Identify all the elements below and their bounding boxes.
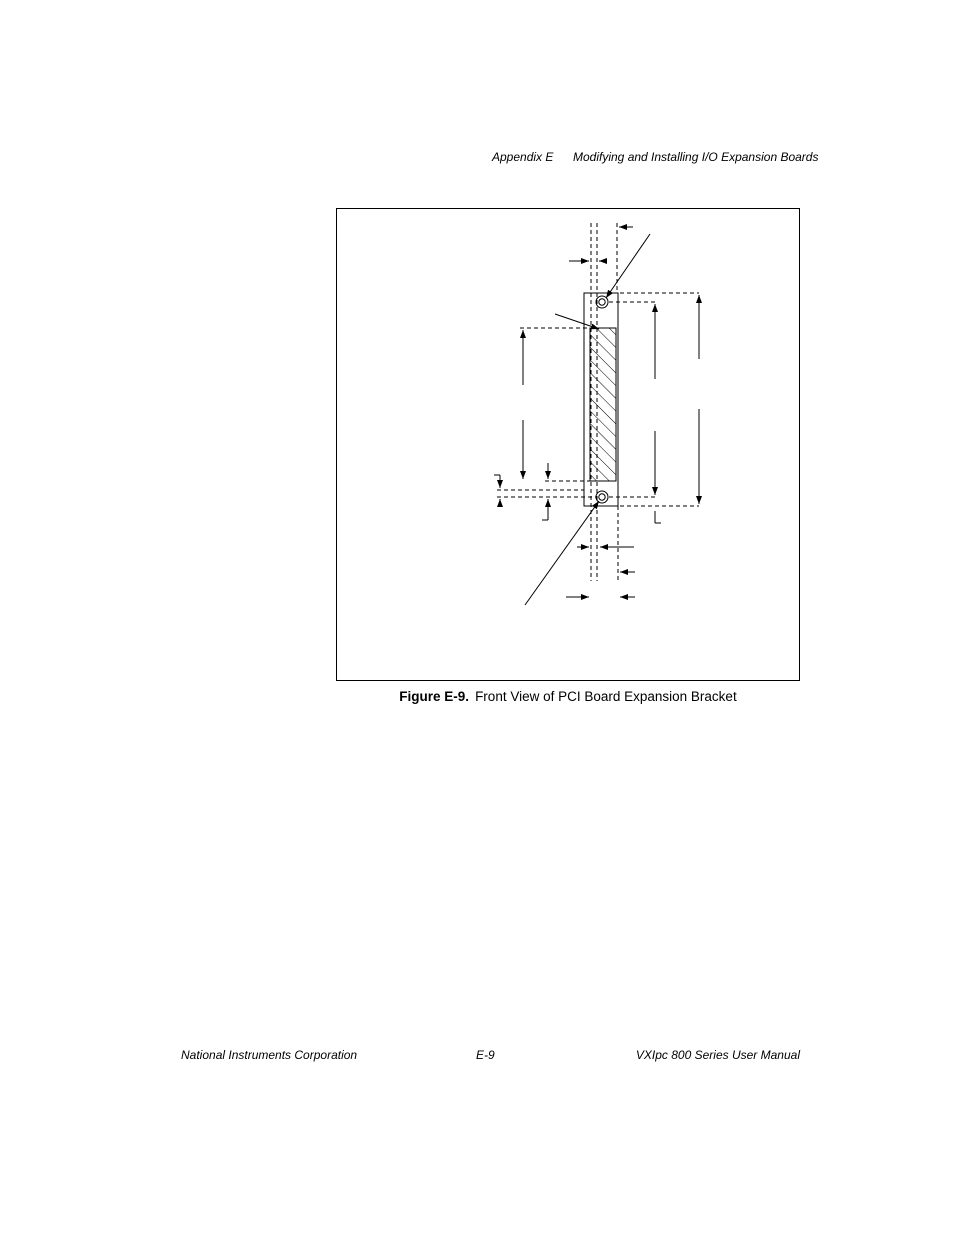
header-appendix: Appendix E — [492, 150, 554, 164]
header-chapter-title: Modifying and Installing I/O Expansion Boards — [573, 150, 819, 164]
bottom-mounting-hole — [596, 491, 608, 503]
footer-company: National Instruments Corporation — [181, 1048, 358, 1062]
figure-caption — [336, 689, 800, 704]
footer-page-number: E-9 — [476, 1048, 495, 1062]
figure-frame — [336, 208, 800, 681]
figure-title: Front View of PCI Board Expansion Bracket — [475, 689, 737, 704]
connector-cutout — [590, 328, 616, 481]
footer-manual-title: VXIpc 800 Series User Manual — [635, 1048, 800, 1062]
figure-label: Figure E-9. — [399, 689, 470, 704]
leader-lines — [525, 234, 650, 605]
bracket-drawing — [337, 209, 799, 680]
